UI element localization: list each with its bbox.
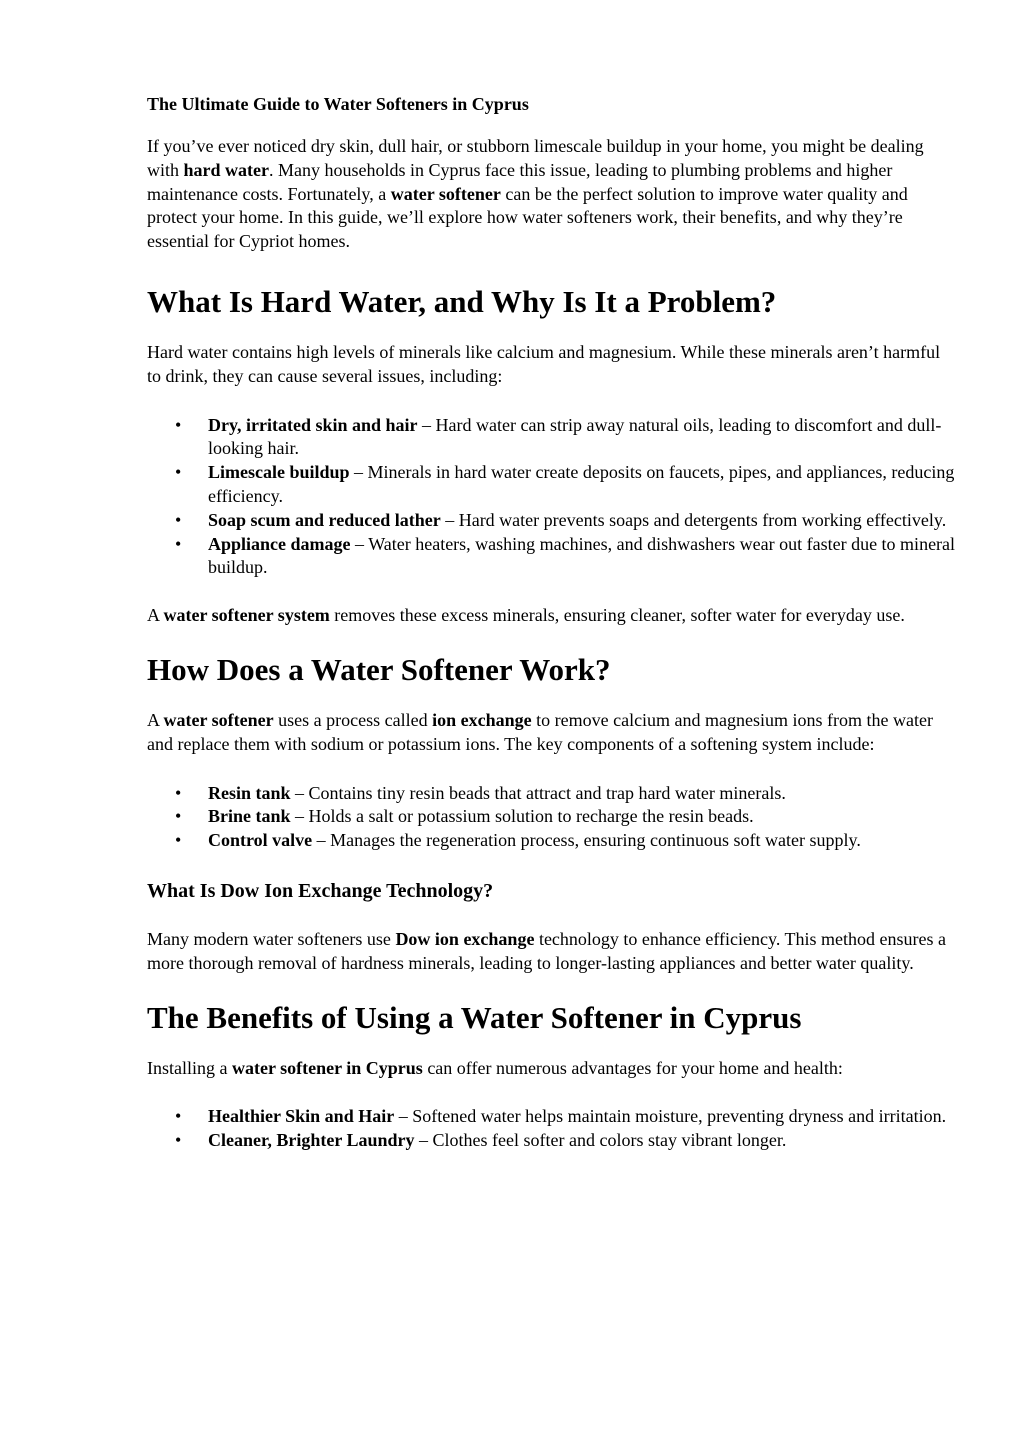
section4-paragraph [147,1057,957,1081]
list-item-bold: Cleaner, Brighter Laundry [208,1130,415,1151]
section2-heading: How Does a Water Softener Work? [147,651,611,687]
s2-bold-2: ion exchange [432,709,532,730]
list-item-bold: Resin tank [208,782,291,803]
s2-text-3: to remove calcium and magnesium ions from the water and replace them with sodium or potassium ions. The key components of a softening system include: [147,709,933,754]
list-item [147,1105,957,1129]
list-item [147,461,957,509]
list-item-text: – Hard water can strip away natural oils, leading to discomfort and dull-looking hair. [208,414,942,459]
document-page [147,92,957,1153]
intro-bold-1: hard water [183,159,269,180]
list-item [147,509,957,533]
list-item-bold: Limescale buildup [208,462,350,483]
section3-paragraph [147,928,957,976]
list-item [147,782,957,806]
list-item-bold: Healthier Skin and Hair [208,1106,395,1127]
list-item-text: – Holds a salt or potassium solution to recharge the resin beads. [290,806,754,827]
list-item-text: – Minerals in hard water create deposits on faucets, pipes, and appliances, reducing efficiency. [208,462,955,506]
closing-text-2: removes these excess minerals, ensuring cleaner, softer water for everyday use. [329,605,905,626]
list-item-bold: Appliance damage [208,533,351,554]
intro-paragraph [147,135,957,254]
section2-list [147,782,957,853]
list-item-text: – Water heaters, washing machines, and dishwashers wear out faster due to mineral buildup. [208,533,956,578]
section1-paragraph: Hard water contains high levels of minerals like calcium and magnesium. While these minerals aren’t harmful to drink, they can cause several issues, including: [147,341,941,386]
s2-text-2: uses a process called [273,709,433,730]
list-item-bold: Soap scum and reduced lather [208,509,441,530]
closing-bold-1: water softener system [163,605,330,626]
list-item-text: – Clothes feel softer and colors stay vibrant longer. [414,1130,787,1151]
section4-heading: The Benefits of Using a Water Softener in Cyprus [147,999,802,1035]
list-item-bold: Dry, irritated skin and hair [208,414,418,435]
intro-text-2: . Many households in Cyprus face this issue, leading to plumbing problems and higher maintenance costs. Fortunately, a [147,159,893,204]
section2-paragraph [147,709,957,757]
list-item-bold: Control valve [208,830,313,851]
s3-text-1: Many modern water softeners use [147,928,396,949]
list-item [147,533,957,581]
list-item [147,805,957,829]
document-title: The Ultimate Guide to Water Softeners in Cyprus [147,94,529,114]
s4-bold-1: water softener in Cyprus [231,1057,423,1078]
list-item-text: – Softened water helps maintain moisture, preventing dryness and irritation. [394,1106,947,1127]
list-item [147,414,957,462]
section1-list [147,414,957,581]
s2-bold-1: water softener [163,709,274,730]
list-item-text: – Contains tiny resin beads that attract and trap hard water minerals. [290,782,786,803]
s4-text-2: can offer numerous advantages for your home and health: [422,1057,843,1078]
list-item [147,829,957,853]
list-item [147,1129,957,1153]
intro-text-1: If you’ve ever noticed dry skin, dull hair, or stubborn limescale buildup in your home, you might be dealing with [147,136,924,180]
closing-text-1: A [147,605,164,626]
section3-heading: What Is Dow Ion Exchange Technology? [147,879,494,902]
section4-list [147,1105,957,1153]
s2-text-1: A [147,709,164,730]
list-item-text: – Hard water prevents soaps and detergents from working effectively. [440,509,947,530]
section1-heading: What Is Hard Water, and Why Is It a Problem? [147,283,777,319]
intro-bold-2: water softener [390,183,501,204]
intro-text-3: can be the perfect solution to improve water quality and protect your home. In this guide, we’ll explore how water softeners work, their benefits, and why they’re essential for Cypriot homes. [147,183,908,252]
s3-text-2: technology to enhance efficiency. This method ensures a more thorough removal of hardness minerals, leading to longer-lasting appliances and better water quality. [147,928,946,973]
section1-closing [147,604,957,628]
list-item-text: – Manages the regeneration process, ensuring continuous soft water supply. [312,830,861,851]
list-item-bold: Brine tank [208,806,291,827]
s4-text-1: Installing a [147,1057,232,1078]
s3-bold-1: Dow ion exchange [395,928,535,949]
